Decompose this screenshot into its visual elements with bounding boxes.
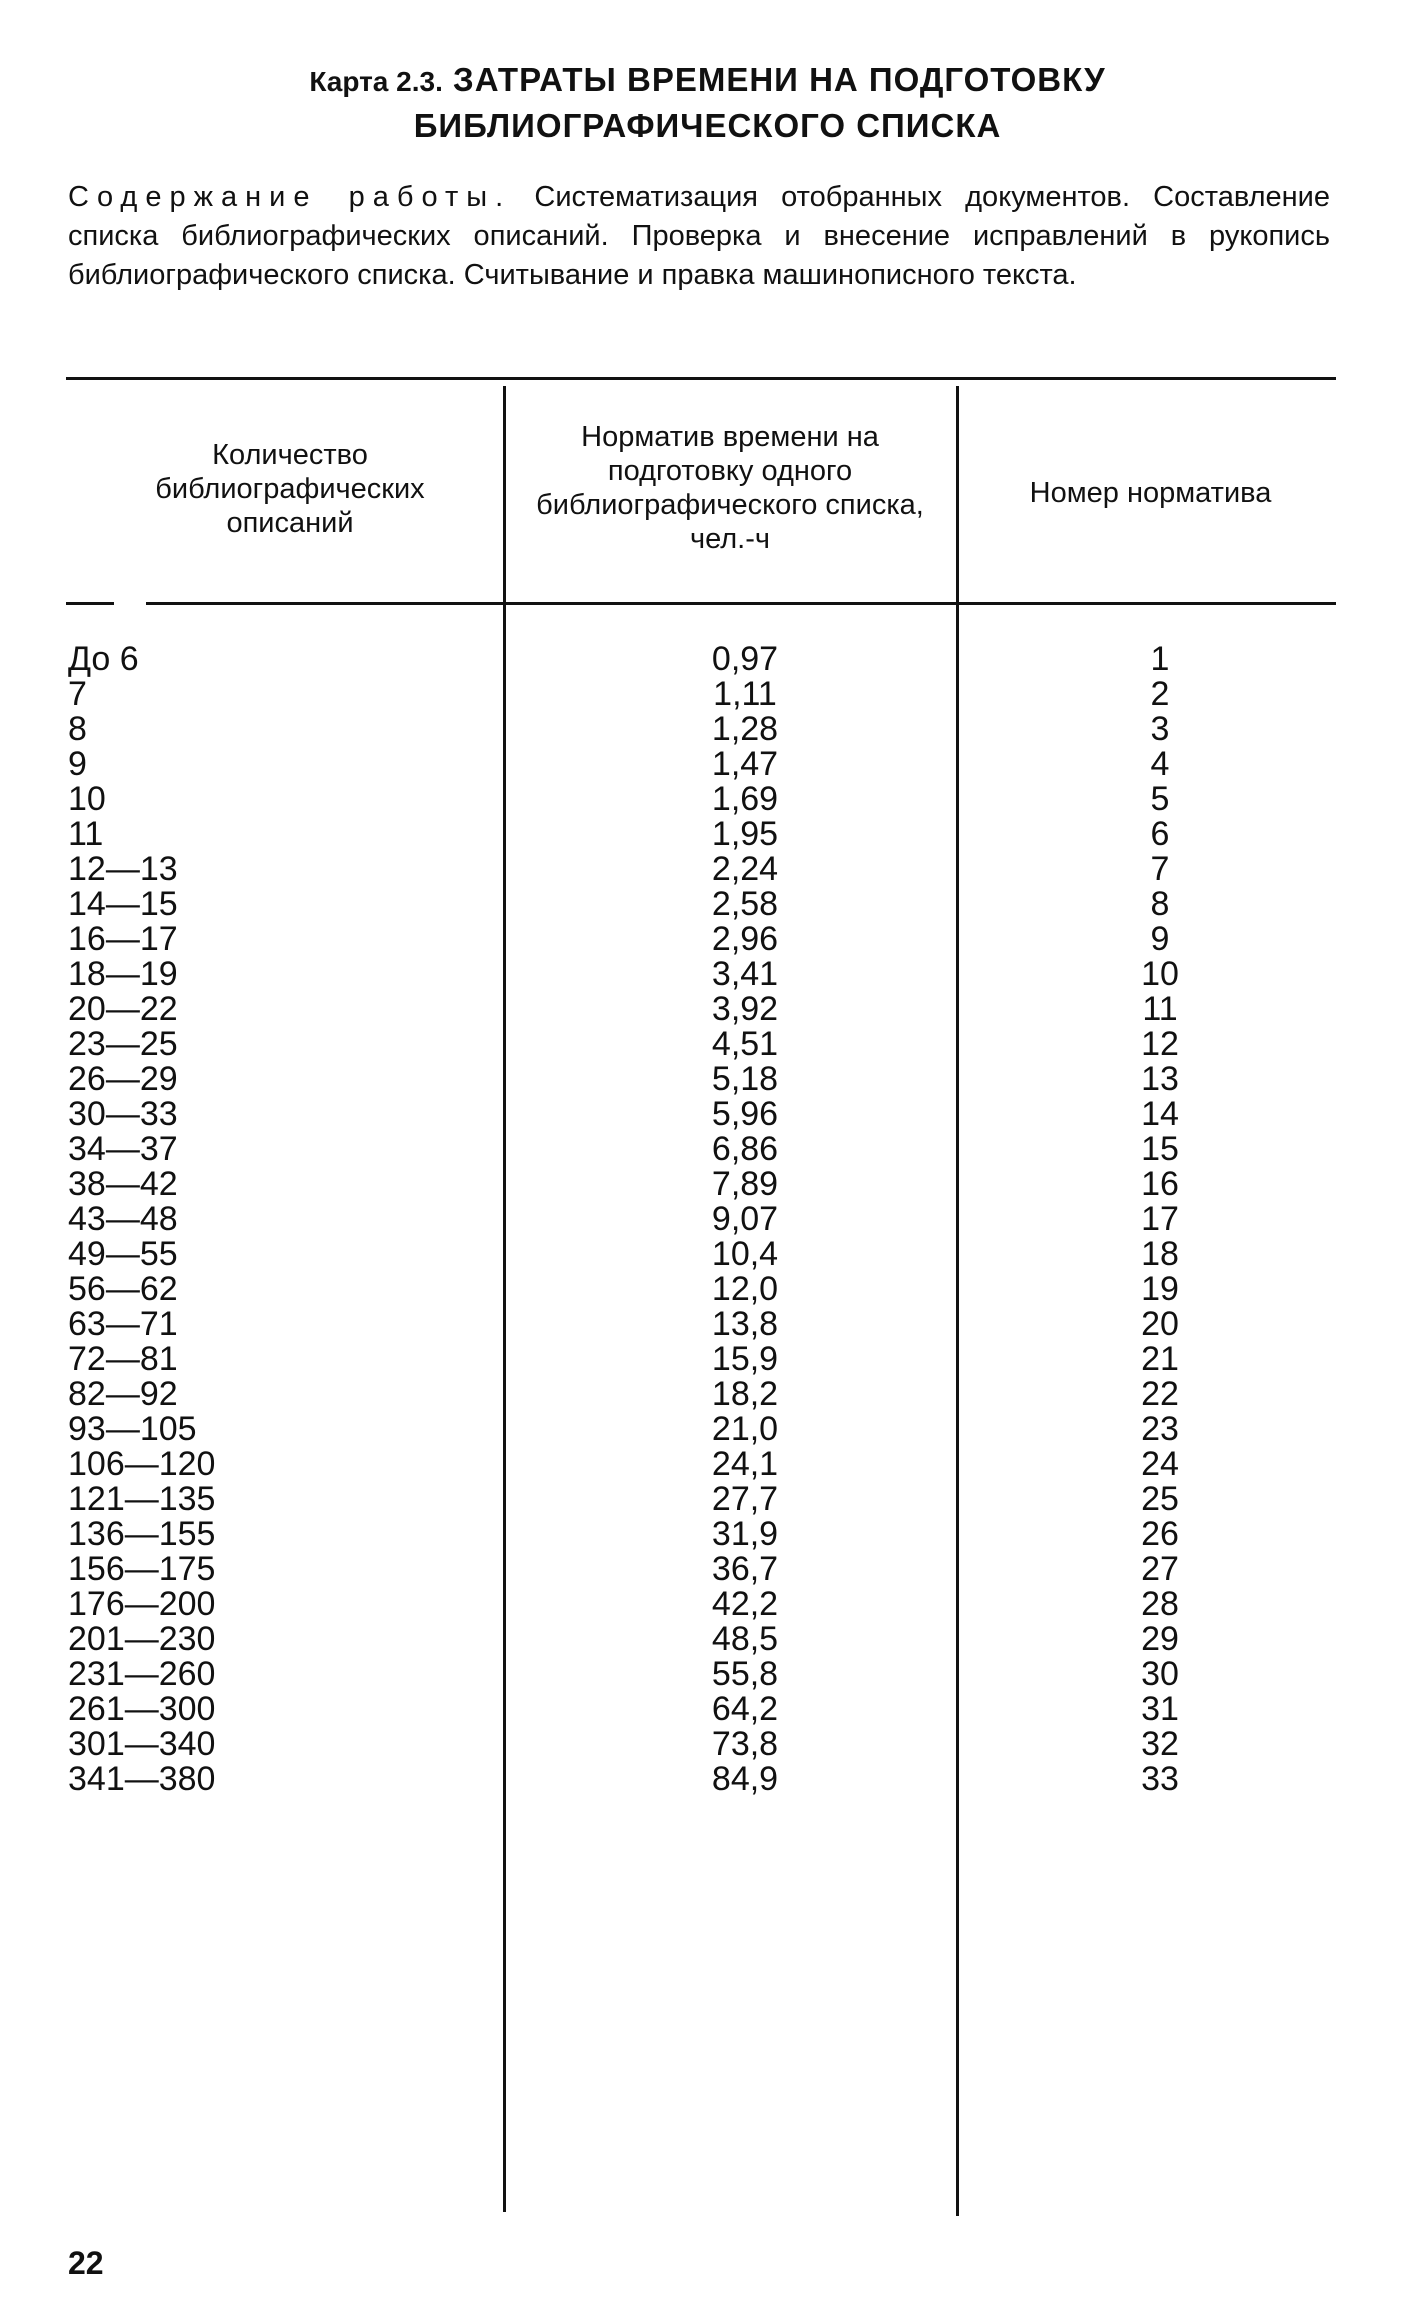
cell-norm: 1,95 <box>711 815 779 853</box>
cell-norm: 64,2 <box>711 1690 779 1728</box>
table-row <box>0 1447 1415 1482</box>
cell-range: 7 <box>68 675 87 713</box>
cell-number: 3 <box>1150 710 1170 748</box>
cell-norm: 10,4 <box>711 1235 779 1273</box>
page-number: 22 <box>68 2245 104 2281</box>
cell-norm: 48,5 <box>711 1620 779 1658</box>
work-content-paragraph <box>68 178 1330 295</box>
cell-range: До 6 <box>68 640 139 678</box>
cell-number: 13 <box>1141 1060 1179 1098</box>
cell-number: 27 <box>1141 1550 1179 1588</box>
table-row <box>0 1097 1415 1132</box>
cell-norm: 31,9 <box>711 1515 779 1553</box>
header-norm: Норматив времени на подготовку одного библиографического списка, чел.-ч <box>536 421 924 555</box>
table-row <box>0 1202 1415 1237</box>
cell-range: 121—135 <box>68 1480 216 1518</box>
cell-range: 43—48 <box>68 1200 178 1238</box>
table-row <box>0 817 1415 852</box>
table-row <box>0 1587 1415 1622</box>
cell-range: 63—71 <box>68 1305 178 1343</box>
cell-number: 23 <box>1141 1410 1179 1448</box>
cell-norm: 1,47 <box>711 745 779 783</box>
cell-range: 93—105 <box>68 1410 197 1448</box>
cell-range: 38—42 <box>68 1165 178 1203</box>
cell-number: 32 <box>1141 1725 1179 1763</box>
cell-number: 5 <box>1150 780 1170 818</box>
cell-norm: 2,24 <box>711 850 779 888</box>
table-row <box>0 1307 1415 1342</box>
cell-range: 49—55 <box>68 1235 178 1273</box>
cell-range: 176—200 <box>68 1585 216 1623</box>
cell-norm: 24,1 <box>711 1445 779 1483</box>
cell-range: 18—19 <box>68 955 178 993</box>
table-row <box>0 1552 1415 1587</box>
table-row <box>0 1517 1415 1552</box>
cell-number: 25 <box>1141 1480 1179 1518</box>
title-line-1 <box>0 58 1415 104</box>
cell-norm: 5,96 <box>711 1095 779 1133</box>
work-content-heading: Содержание работы. <box>68 181 512 213</box>
cell-number: 6 <box>1150 815 1170 853</box>
cell-norm: 3,41 <box>711 955 779 993</box>
cell-range: 341—380 <box>68 1760 216 1798</box>
cell-range: 8 <box>68 710 87 748</box>
cell-number: 1 <box>1150 640 1170 678</box>
cell-range: 136—155 <box>68 1515 216 1553</box>
cell-range: 12—13 <box>68 850 178 888</box>
cell-range: 156—175 <box>68 1550 216 1588</box>
cell-number: 22 <box>1141 1375 1179 1413</box>
cell-range: 23—25 <box>68 1025 178 1063</box>
cell-range: 34—37 <box>68 1130 178 1168</box>
cell-norm: 21,0 <box>711 1410 779 1448</box>
cell-number: 9 <box>1150 920 1170 958</box>
card-label: Карта 2.3. <box>309 66 443 97</box>
cell-number: 28 <box>1141 1585 1179 1623</box>
cell-norm: 18,2 <box>711 1375 779 1413</box>
cell-number: 33 <box>1141 1760 1179 1798</box>
cell-number: 31 <box>1141 1690 1179 1728</box>
cell-norm: 0,97 <box>711 640 779 678</box>
cell-range: 56—62 <box>68 1270 178 1308</box>
cell-number: 19 <box>1141 1270 1179 1308</box>
table-row <box>0 992 1415 1027</box>
cell-number: 21 <box>1141 1340 1179 1378</box>
table-row <box>0 782 1415 817</box>
cell-number: 15 <box>1141 1130 1179 1168</box>
header-rule-left <box>66 602 114 605</box>
table-row <box>0 1762 1415 1797</box>
cell-number: 10 <box>1141 955 1179 993</box>
table-row <box>0 1167 1415 1202</box>
cell-norm: 27,7 <box>711 1480 779 1518</box>
cell-norm: 12,0 <box>711 1270 779 1308</box>
cell-number: 11 <box>1142 990 1178 1028</box>
table-row <box>0 712 1415 747</box>
cell-range: 9 <box>68 745 87 783</box>
cell-norm: 84,9 <box>711 1760 779 1798</box>
header-rule <box>146 602 1336 605</box>
table-row <box>0 1377 1415 1412</box>
cell-range: 20—22 <box>68 990 178 1028</box>
cell-number: 16 <box>1141 1165 1179 1203</box>
cell-number: 2 <box>1150 675 1170 713</box>
cell-norm: 2,96 <box>711 920 779 958</box>
cell-norm: 73,8 <box>711 1725 779 1763</box>
table-row <box>0 1027 1415 1062</box>
table-row <box>0 1237 1415 1272</box>
cell-number: 12 <box>1141 1025 1179 1063</box>
cell-norm: 2,58 <box>711 885 779 923</box>
card-title-text: ЗАТРАТЫ ВРЕМЕНИ НА ПОДГОТОВКУ <box>453 61 1106 98</box>
cell-norm: 4,51 <box>711 1025 779 1063</box>
cell-range: 72—81 <box>68 1340 178 1378</box>
cell-number: 14 <box>1141 1095 1179 1133</box>
table-row <box>0 1342 1415 1377</box>
cell-range: 26—29 <box>68 1060 178 1098</box>
cell-range: 10 <box>68 780 106 818</box>
cell-norm: 3,92 <box>711 990 779 1028</box>
cell-range: 201—230 <box>68 1620 216 1658</box>
cell-range: 82—92 <box>68 1375 178 1413</box>
title-line-2: БИБЛИОГРАФИЧЕСКОГО СПИСКА <box>413 107 1002 144</box>
table-row <box>0 1727 1415 1762</box>
table-row <box>0 922 1415 957</box>
cell-norm: 5,18 <box>711 1060 779 1098</box>
cell-norm: 13,8 <box>711 1305 779 1343</box>
cell-range: 30—33 <box>68 1095 178 1133</box>
cell-range: 261—300 <box>68 1690 216 1728</box>
cell-number: 30 <box>1141 1655 1179 1693</box>
table-row <box>0 1692 1415 1727</box>
cell-range: 11 <box>68 815 104 853</box>
cell-number: 26 <box>1141 1515 1179 1553</box>
table-row <box>0 1412 1415 1447</box>
table-row <box>0 1062 1415 1097</box>
cell-number: 7 <box>1150 850 1170 888</box>
card-title <box>0 58 1415 148</box>
header-count: Количество библиографических описаний <box>155 439 425 539</box>
table-row <box>0 1657 1415 1692</box>
work-content-text: Систематизация отобранных документов. Составление списка библиографических описаний. Проверка и внесение исправлений в рукопись библиографического списка. Считывание и правка машинописного текста. <box>68 181 1330 291</box>
cell-norm: 1,28 <box>711 710 779 748</box>
cell-norm: 1,11 <box>713 675 777 713</box>
header-number: Номер норматива <box>1029 477 1272 509</box>
cell-norm: 6,86 <box>711 1130 779 1168</box>
table-row <box>0 957 1415 992</box>
cell-norm: 42,2 <box>711 1585 779 1623</box>
table-row <box>0 1132 1415 1167</box>
cell-number: 20 <box>1141 1305 1179 1343</box>
table-row <box>0 852 1415 887</box>
cell-norm: 15,9 <box>711 1340 779 1378</box>
cell-norm: 7,89 <box>711 1165 779 1203</box>
table-row <box>0 1482 1415 1517</box>
table-row <box>0 1622 1415 1657</box>
cell-number: 17 <box>1141 1200 1179 1238</box>
cell-number: 8 <box>1150 885 1170 923</box>
cell-norm: 55,8 <box>711 1655 779 1693</box>
cell-number: 18 <box>1141 1235 1179 1273</box>
cell-range: 14—15 <box>68 885 178 923</box>
table-row <box>0 887 1415 922</box>
table-row <box>0 677 1415 712</box>
cell-number: 29 <box>1141 1620 1179 1658</box>
table-top-rule <box>66 377 1336 380</box>
cell-norm: 9,07 <box>711 1200 779 1238</box>
cell-range: 231—260 <box>68 1655 216 1693</box>
cell-range: 301—340 <box>68 1725 216 1763</box>
cell-norm: 1,69 <box>711 780 779 818</box>
table-body <box>0 642 1415 1797</box>
table-row <box>0 747 1415 782</box>
table-row <box>0 642 1415 677</box>
table-row <box>0 1272 1415 1307</box>
cell-number: 24 <box>1141 1445 1179 1483</box>
cell-range: 16—17 <box>68 920 178 958</box>
cell-number: 4 <box>1150 745 1170 783</box>
cell-norm: 36,7 <box>711 1550 779 1588</box>
cell-range: 106—120 <box>68 1445 216 1483</box>
